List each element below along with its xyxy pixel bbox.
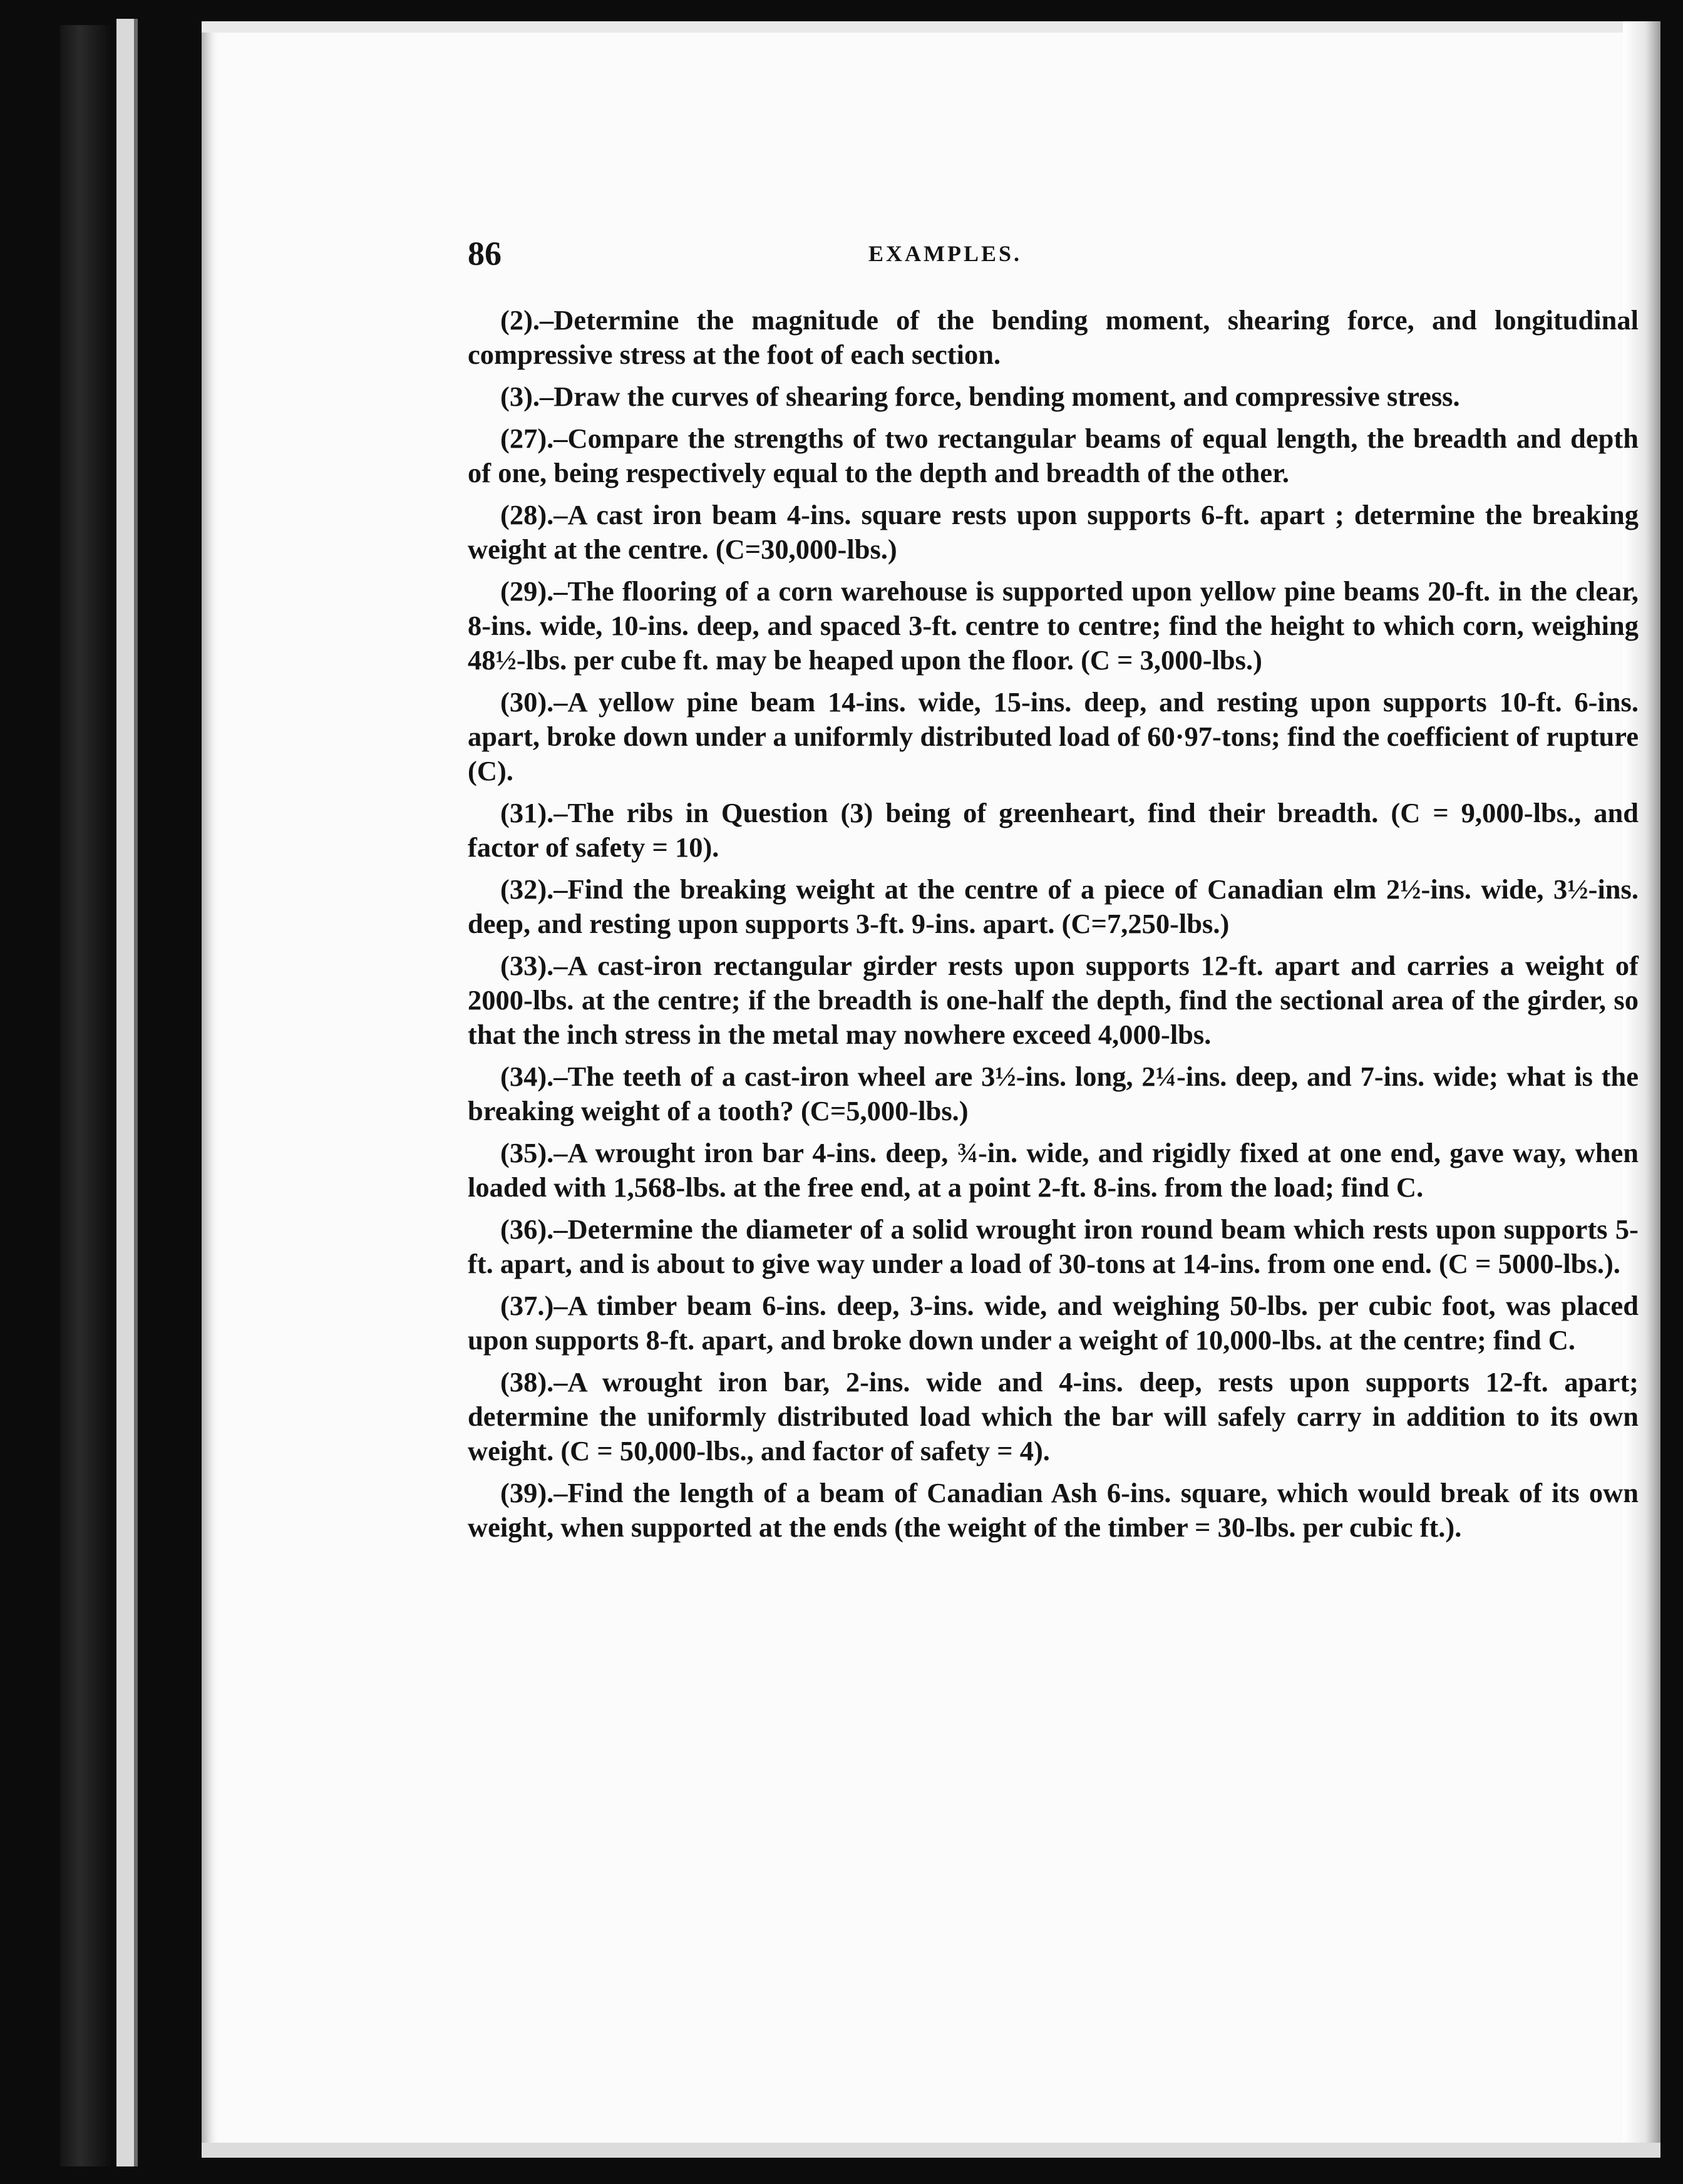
page-content: [468, 234, 1639, 1552]
page-bottom-edge: [202, 2143, 1660, 2158]
example-paragraph: (30).–A yellow pine beam 14-ins. wide, 15-ins. deep, and resting upon supports 10-ft. 6-ins. apart, broke down under a uniformly distributed load of 60·97-tons; find the coefficient of rupture (C).: [468, 686, 1639, 786]
example-paragraph: (3).–Draw the curves of shearing force, bending moment, and compressive stress.: [500, 381, 1460, 412]
page-number: 86: [468, 235, 502, 272]
page-top-edge: [202, 21, 1660, 33]
example-paragraph: (35).–A wrought iron bar 4-ins. deep, ¾-in. wide, and rigidly fixed at one end, gave way, when loaded with 1,568-lbs. at the free end, at a point 2-ft. 8-ins. from the load; find C.: [468, 1137, 1639, 1203]
example-paragraph: (39).–Find the length of a beam of Canadian Ash 6-ins. square, which would break of its own weight, when supported at the ends (the weight of the timber = 30-lbs. per cubic ft.).: [468, 1477, 1639, 1543]
example-paragraph: (29).–The flooring of a corn warehouse is supported upon yellow pine beams 20-ft. in the clear, 8-ins. wide, 10-ins. deep, and spaced 3-ft. centre to centre; find the height to which corn, weighing 48½-lbs. per cube ft. may be heaped upon the floor. (C = 3,000-lbs.): [468, 575, 1639, 676]
book-spine-edge: [116, 19, 138, 2166]
book-spine-shadow: [60, 25, 110, 2166]
example-paragraph: (28).–A cast iron beam 4-ins. square rests upon supports 6-ft. apart ; determine the breaking weight at the centre. (C=30,000-lbs.): [468, 499, 1639, 565]
example-paragraph: (38).–A wrought iron bar, 2-ins. wide and 4-ins. deep, rests upon supports 12-ft. apart; determine the uniformly distributed load which the bar will safely carry in addition to its own weight. (C = 50,000-lbs., and factor of safety = 4).: [468, 1366, 1639, 1466]
example-paragraph: (37.)–A timber beam 6-ins. deep, 3-ins. wide, and weighing 50-lbs. per cubic foot, was placed upon supports 8-ft. apart, and broke down under a weight of 10,000-lbs. at the centre; find C.: [468, 1290, 1639, 1356]
example-paragraph: (27).–Compare the strengths of two rectangular beams of equal length, the breadth and depth of one, being respectively equal to the depth and breadth of the other.: [468, 423, 1639, 488]
book-page: [202, 21, 1660, 2158]
running-head: EXAMPLES.: [868, 241, 1022, 266]
example-paragraph: (34).–The teeth of a cast-iron wheel are 3½-ins. long, 2¼-ins. deep, and 7-ins. wide; what is the breaking weight of a tooth? (C=5,000-lbs.): [468, 1061, 1639, 1126]
page-header: [468, 234, 1639, 303]
example-paragraph: (32).–Find the breaking weight at the centre of a piece of Canadian elm 2½-ins. wide, 3½-ins. deep, and resting upon supports 3-ft. 9-ins. apart. (C=7,250-lbs.): [468, 873, 1639, 939]
example-paragraph: (33).–A cast-iron rectangular girder rests upon supports 12-ft. apart and carries a weight of 2000-lbs. at the centre; if the breadth is one-half the depth, find the sectional area of the girder, so that the inch stress in the metal may nowhere exceed 4,000-lbs.: [468, 950, 1639, 1050]
example-paragraph: (31).–The ribs in Question (3) being of greenheart, find their breadth. (C = 9,000-lbs., and factor of safety = 10).: [468, 797, 1639, 863]
example-paragraph: (2).–Determine the magnitude of the bending moment, shearing force, and longitudinal compressive stress at the foot of each section.: [468, 304, 1639, 370]
example-paragraph: (36).–Determine the diameter of a solid wrought iron round beam which rests upon supports 5-ft. apart, and is about to give way under a load of 30-tons at 14-ins. from one end. (C = 5000-lbs.).: [468, 1213, 1639, 1279]
